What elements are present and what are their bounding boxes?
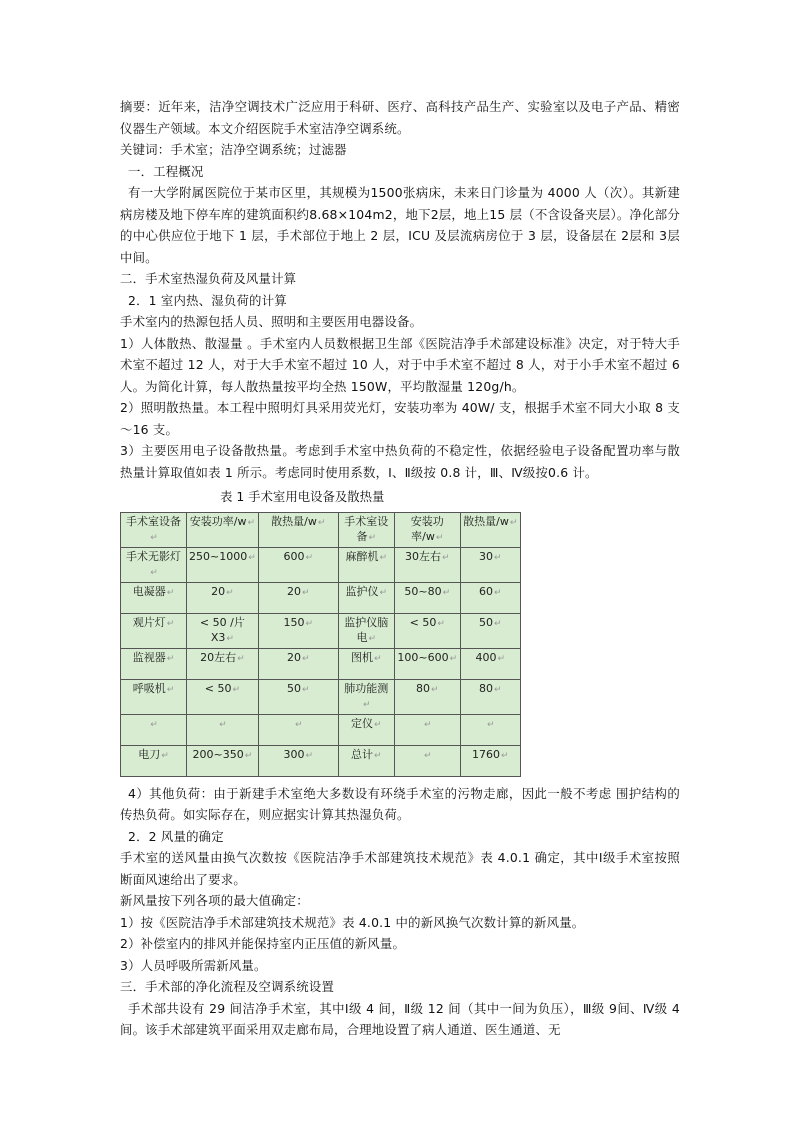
cell-end-mark-icon: ↵: [449, 653, 458, 664]
table-cell: [258, 547, 338, 582]
table-cell: [394, 582, 460, 613]
table-cell: [460, 679, 520, 714]
cell-end-mark-icon: ↵: [423, 719, 432, 730]
table-cell: [258, 679, 338, 714]
cell-text: 600: [283, 549, 305, 563]
cell-text: 150: [283, 615, 305, 629]
cell-text: 20: [286, 584, 301, 598]
cell-end-mark-icon: ↵: [244, 750, 253, 761]
cell-text: 400: [475, 650, 497, 664]
table-cell: [258, 648, 338, 679]
table-cell: [338, 547, 394, 582]
paragraph: 关键词：手术室；洁净空调系统；过滤器: [120, 142, 347, 157]
document-body-bottom: [120, 783, 680, 1041]
cell-end-mark-icon: ↵: [368, 633, 377, 644]
cell-text: 散热量/w: [463, 514, 509, 528]
table-cell: [394, 648, 460, 679]
paragraph: 2）照明散热量。本工程中照明灯具采用荧光灯，安装功率为 40W/ 支，根据手术室不同大小取 8 支～16 支。: [120, 400, 680, 437]
table-cell: [460, 648, 520, 679]
table-cell: [394, 714, 460, 745]
cell-end-mark-icon: ↵: [219, 719, 227, 730]
table-cell: [394, 613, 460, 648]
cell-text: 60: [478, 584, 493, 598]
cell-text: 散热量/w: [271, 514, 317, 528]
cell-end-mark-icon: ↵: [247, 517, 255, 528]
paragraph: 2．1 室内热、湿负荷的计算: [128, 292, 287, 308]
cell-end-mark-icon: ↵: [493, 587, 502, 598]
table-cell: [121, 714, 187, 745]
cell-end-mark-icon: ↵: [500, 750, 509, 761]
cell-text: 100~600: [397, 650, 449, 664]
cell-end-mark-icon: ↵: [301, 587, 310, 598]
cell-text: 300: [283, 747, 305, 761]
cell-end-mark-icon: ↵: [166, 684, 175, 695]
table-cell: [121, 547, 187, 582]
cell-end-mark-icon: ↵: [237, 653, 245, 664]
cell-text: 安装功率/w: [189, 514, 247, 528]
cell-end-mark-icon: ↵: [305, 552, 314, 563]
table-row: [121, 613, 521, 648]
cell-end-mark-icon: ↵: [437, 618, 445, 629]
table-header-cell: [187, 512, 259, 547]
cell-text: 200~350: [192, 747, 244, 761]
table-header-cell: [460, 512, 520, 547]
cell-end-mark-icon: ↵: [232, 684, 241, 695]
cell-end-mark-icon: ↵: [301, 684, 310, 695]
cell-end-mark-icon: ↵: [442, 587, 451, 598]
paragraph: 一．工程概况: [128, 163, 204, 179]
table-cell: [338, 582, 394, 613]
cell-text: 手术无影灯: [126, 549, 181, 563]
table-row: [121, 547, 521, 582]
cell-end-mark-icon: ↵: [166, 587, 175, 598]
table-cell: [121, 648, 187, 679]
cell-end-mark-icon: ↵: [435, 532, 444, 543]
table-header-cell: [258, 512, 338, 547]
cell-text: 80: [478, 681, 493, 695]
table-header-cell: [394, 512, 460, 547]
table-row: [121, 679, 521, 714]
cell-end-mark-icon: ↵: [373, 750, 382, 761]
cell-end-mark-icon: ↵: [305, 618, 314, 629]
cell-text: < 50: [409, 615, 437, 629]
cell-end-mark-icon: ↵: [150, 719, 158, 730]
paragraph: 二．手术室热湿负荷及风量计算: [120, 271, 297, 286]
cell-end-mark-icon: ↵: [166, 653, 175, 664]
document-page: [120, 96, 680, 1041]
table-cell: [187, 547, 259, 582]
cell-end-mark-icon: ↵: [423, 750, 432, 761]
table-cell: [187, 714, 259, 745]
document-body-top: [120, 96, 680, 483]
table-cell: [258, 714, 338, 745]
cell-text: < 50 /片X3: [199, 615, 245, 644]
cell-end-mark-icon: ↵: [150, 567, 158, 578]
cell-end-mark-icon: ↵: [493, 552, 502, 563]
paragraph: 摘要：近年来，洁净空调技术广泛应用于科研、医疗、高科技产品生产、实验室以及电子产品、精密仪器生产领域。本文介绍医院手术室洁净空调系统。: [120, 99, 680, 136]
cell-text: < 50: [204, 681, 232, 695]
cell-end-mark-icon: ↵: [362, 699, 371, 710]
table-cell: [121, 582, 187, 613]
cell-end-mark-icon: ↵: [294, 719, 303, 730]
cell-text: 观片灯: [132, 615, 166, 629]
paragraph: 手术室的送风量由换气次数按《医院洁净手术部建筑技术规范》表 4.0.1 确定，其中Ⅰ级手术室按照断面风速给出了要求。: [120, 850, 680, 887]
cell-text: 20: [211, 584, 226, 598]
paragraph: 手术部共设有 29 间洁净手术室，其中Ⅰ级 4 间，Ⅱ级 12 间（其中一间为负压），Ⅲ级 9间、Ⅳ级 4 间。该手术部建筑平面采用双走廊布局，合理地设置了病人通道、医生通道、无: [120, 1000, 680, 1037]
cell-end-mark-icon: ↵: [430, 684, 439, 695]
cell-end-mark-icon: ↵: [161, 750, 169, 761]
table-row: [121, 745, 521, 776]
cell-text: 50: [286, 681, 301, 695]
cell-text: 监视器: [132, 650, 166, 664]
table-cell: [460, 745, 520, 776]
table-row: [121, 648, 521, 679]
table-cell: [460, 714, 520, 745]
table-cell: [338, 679, 394, 714]
cell-end-mark-icon: ↵: [226, 633, 234, 644]
paragraph: 有一大学附属医院位于某市区里，其规模为1500张病床，未来日门诊量为 4000 人（次）。其新建病房楼及地下停车库的建筑面积约8.68×104m2，地下2层，地上15 层（不含设备夹层）。净化部分的中心供应位于地下 1 层，手术部位于地上 2 层，ICU 及层流病房位于 3 层，设备层在 2层和 3层中间。: [120, 185, 680, 265]
paragraph: 手术室内的热源包括人员、照明和主要医用电器设备。: [120, 314, 423, 329]
cell-end-mark-icon: ↵: [150, 532, 158, 543]
table-header-cell: [338, 512, 394, 547]
cell-text: 80: [415, 681, 430, 695]
cell-end-mark-icon: ↵: [493, 684, 502, 695]
cell-text: 20左右: [200, 650, 237, 664]
table-cell: [460, 547, 520, 582]
cell-end-mark-icon: ↵: [301, 653, 310, 664]
table-cell: [121, 745, 187, 776]
table-caption: 表 1 手术室用电设备及散热量: [220, 489, 385, 504]
cell-text: 250~1000: [189, 549, 248, 563]
cell-text: 电刀: [138, 747, 161, 761]
cell-text: 定仪: [350, 716, 373, 730]
table-row: [121, 582, 521, 613]
cell-text: 50: [478, 615, 493, 629]
table-cell: [187, 679, 259, 714]
table-cell: [187, 613, 259, 648]
cell-text: 电凝器: [132, 584, 166, 598]
table-cell: [258, 613, 338, 648]
cell-text: 1760: [471, 747, 500, 761]
cell-end-mark-icon: ↵: [248, 552, 256, 563]
cell-end-mark-icon: ↵: [493, 618, 502, 629]
cell-end-mark-icon: ↵: [373, 653, 382, 664]
table-header-cell: [121, 512, 187, 547]
paragraph: 1）人体散热、散湿量 。手术室内人员数根据卫生部《医院洁净手术部建设标准》决定，对于特大手术室不超过 12 人，对于大手术室不超过 10 人，对于中手术室不超过 8 人，对于小手术室不超过 6 人。为简化计算，每人散热量按平均全热 150W，平均散湿量 120g/h。: [120, 335, 680, 394]
cell-text: 呼吸机: [132, 681, 166, 695]
cell-text: 肺功能测: [344, 681, 389, 695]
table-row: [121, 714, 521, 745]
table-cell: [460, 582, 520, 613]
table-cell: [258, 745, 338, 776]
cell-end-mark-icon: ↵: [379, 552, 388, 563]
table-cell: [187, 745, 259, 776]
table-cell: [394, 547, 460, 582]
cell-text: 安装功率/w: [410, 514, 444, 543]
cell-end-mark-icon: ↵: [305, 750, 314, 761]
cell-end-mark-icon: ↵: [373, 719, 382, 730]
cell-end-mark-icon: ↵: [509, 517, 518, 528]
table-cell: [338, 613, 394, 648]
cell-text: 手术室设备: [344, 514, 389, 543]
paragraph: 2）补偿室内的排风并能保持室内正压值的新风量。: [120, 936, 406, 951]
table-cell: [338, 648, 394, 679]
table-cell: [121, 679, 187, 714]
cell-text: 50~80: [404, 584, 442, 598]
table-cell: [394, 745, 460, 776]
table-cell: [338, 714, 394, 745]
cell-end-mark-icon: ↵: [441, 552, 450, 563]
cell-text: 总计: [350, 747, 373, 761]
cell-text: 30左右: [404, 549, 441, 563]
cell-end-mark-icon: ↵: [497, 653, 506, 664]
table-cell: [187, 582, 259, 613]
cell-text: 手术室设备: [126, 514, 181, 528]
paragraph: 2．2 风量的确定: [128, 828, 224, 844]
table-cell: [338, 745, 394, 776]
cell-end-mark-icon: ↵: [368, 532, 377, 543]
cell-end-mark-icon: ↵: [486, 719, 495, 730]
table-cell: [258, 582, 338, 613]
table-cell: [394, 679, 460, 714]
cell-end-mark-icon: ↵: [166, 618, 175, 629]
paragraph: 4）其他负荷：由于新建手术室绝大多数设有环绕手术室的污物走廊，因此一般不考虑 围护结构的传热负荷。如实际存在，则应据实计算其热湿负荷。: [120, 785, 680, 822]
cell-text: 监护仪: [345, 584, 379, 598]
paragraph: 3）主要医用电子设备散热量。考虑到手术室中热负荷的不稳定性，依据经验电子设备配置功率与散热量计算取值如表 1 所示。考虑同时使用系数，Ⅰ、Ⅱ级按 0.8 计，Ⅲ、Ⅳ级按0.6 计。: [120, 443, 680, 480]
cell-text: 麻醉机: [345, 549, 379, 563]
cell-text: 20: [286, 650, 301, 664]
paragraph: 1）按《医院洁净手术部建筑技术规范》表 4.0.1 中的新风换气次数计算的新风量。: [120, 914, 585, 930]
table-cell: [187, 648, 259, 679]
equipment-heat-table: [120, 512, 521, 777]
cell-end-mark-icon: ↵: [379, 587, 388, 598]
table-cell: [460, 613, 520, 648]
cell-text: 30: [478, 549, 493, 563]
table-header-row: [121, 512, 521, 547]
cell-text: 监护仪脑电: [344, 615, 389, 644]
cell-end-mark-icon: ↵: [317, 517, 326, 528]
cell-text: 图机: [350, 650, 373, 664]
paragraph: 3）人员呼吸所需新风量。: [120, 957, 267, 973]
cell-end-mark-icon: ↵: [226, 587, 234, 598]
paragraph: 新风量按下列各项的最大值确定：: [120, 893, 309, 908]
paragraph: 三．手术部的净化流程及空调系统设置: [120, 979, 335, 994]
table-cell: [121, 613, 187, 648]
